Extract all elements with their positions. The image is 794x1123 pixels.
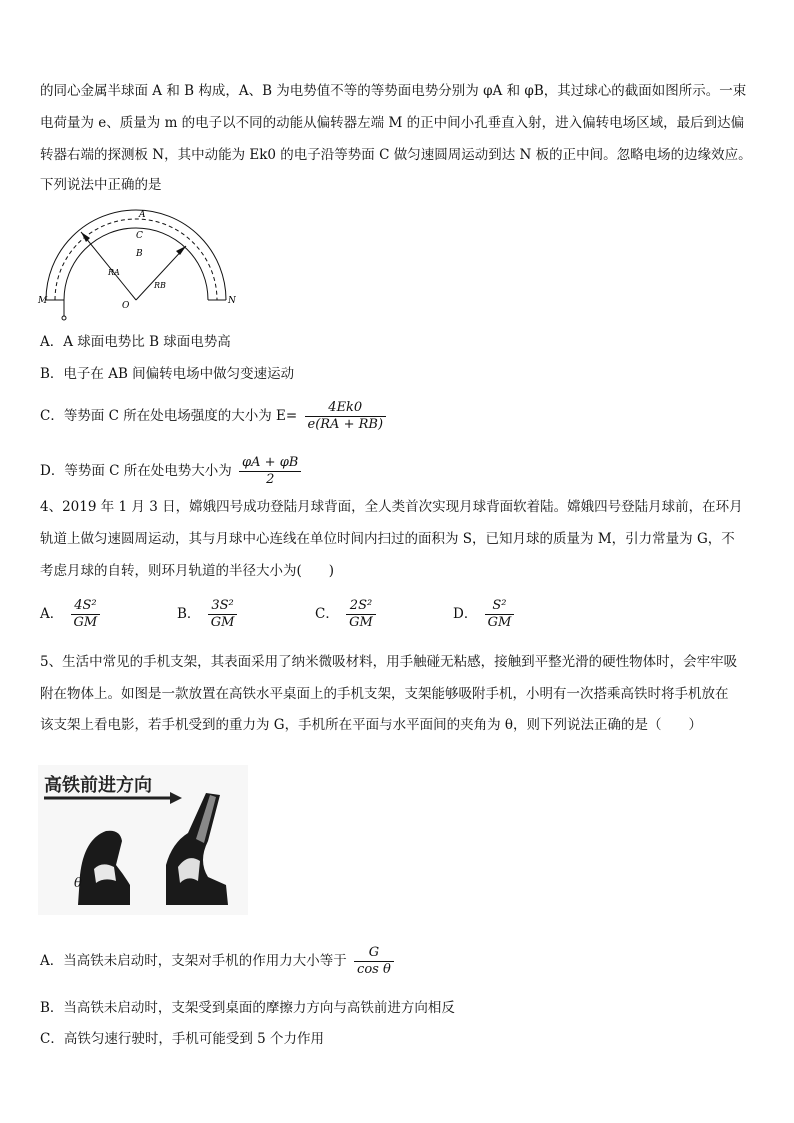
q5-option-b: B．当高铁未启动时，支架受到桌面的摩擦力方向与高铁前进方向相反 xyxy=(40,1000,455,1016)
q3-option-c-fraction xyxy=(305,400,387,433)
q4-choice-a-numerator: 4S² xyxy=(71,598,101,615)
q4-choice-b xyxy=(177,598,240,631)
label-N: N xyxy=(228,296,236,306)
q3-option-d-fraction xyxy=(239,455,301,488)
q3-option-d-text: D．等势面 C 所在处电势大小为 xyxy=(40,463,232,479)
q5-option-c: C．高铁匀速行驶时，手机可能受到 5 个力作用 xyxy=(40,1031,325,1047)
q4-choice-b-numerator: 3S² xyxy=(208,598,238,615)
q3-option-c xyxy=(40,400,389,433)
q3-option-b: B．电子在 AB 间偏转电场中做匀变速运动 xyxy=(40,366,295,382)
q3-option-c-denominator: e(RA + RB) xyxy=(307,417,384,432)
q5-line2: 附在物体上。如图是一款放置在高铁水平桌面上的手机支架，支架能够吸附手机，小明有一次搭乘高铁时将手机放在 xyxy=(40,686,729,702)
q3-option-d-numerator: φA + φB xyxy=(239,455,301,472)
q4-choice-a xyxy=(40,598,103,631)
q4-choice-a-fraction xyxy=(71,598,101,631)
q5-line3: 该支架上看电影，若手机受到的重力为 G，手机所在平面与水平面间的夹角为 θ，则下列说法正确的是（ ） xyxy=(40,717,702,733)
q4-choice-c xyxy=(315,598,379,631)
q5-line1: 5、生活中常见的手机支架，其表面采用了纳米微吸材料，用手触碰无粘感，接触到平整光滑的硬性物体时，会牢牢吸 xyxy=(40,654,738,670)
q4-choice-b-denominator: GM xyxy=(210,615,235,630)
q4-choice-d-denominator: GM xyxy=(487,615,512,630)
q4-choice-d-numerator: S² xyxy=(485,598,515,615)
q4-choice-d xyxy=(453,598,517,631)
label-RB: RB xyxy=(154,281,166,290)
q4-choice-b-fraction xyxy=(208,598,238,631)
phone-stand-photo xyxy=(38,765,248,915)
q4-choice-a-denominator: GM xyxy=(73,615,98,630)
photo-caption: 高铁前进方向 xyxy=(44,775,152,796)
q3-option-c-numerator: 4Ek0 xyxy=(305,400,387,417)
q4-choice-c-fraction xyxy=(346,598,376,631)
q4-choice-d-label: D． xyxy=(453,606,478,622)
q5-option-a-fraction xyxy=(354,945,394,978)
photo-angle-label: θ xyxy=(74,876,82,891)
q5-option-a-numerator: G xyxy=(354,945,394,962)
label-RA: RA xyxy=(108,268,120,277)
label-C: C xyxy=(136,231,143,241)
label-B: B xyxy=(136,249,143,259)
q5-option-a-text: A．当高铁未启动时，支架对手机的作用力大小等于 xyxy=(40,953,347,969)
q5-option-a xyxy=(40,945,397,978)
q3-intro-line3: 转器右端的探测板 N，其中动能为 Ek0 的电子沿等势面 C 做匀速圆周运动到达 N 板的正中间。忽略电场的边缘效应。 xyxy=(40,147,752,163)
q4-line3: 考虑月球的自转，则环月轨道的半径大小为( ) xyxy=(40,563,335,579)
q4-choice-b-label: B． xyxy=(177,606,201,622)
q4-choice-a-label: A． xyxy=(40,606,64,622)
label-M: M xyxy=(38,296,48,306)
q3-option-a: A．A 球面电势比 B 球面电势高 xyxy=(40,334,231,350)
q5-option-a-denominator: cos θ xyxy=(357,962,391,977)
q3-option-d-denominator: 2 xyxy=(266,472,275,487)
q4-choice-c-numerator: 2S² xyxy=(346,598,376,615)
q3-intro-line2: 电荷量为 e、质量为 m 的电子以不同的动能从偏转器左端 M 的正中间小孔垂直入射，进入偏转电场区域，最后到达偏 xyxy=(40,115,745,131)
deflector-diagram xyxy=(36,200,236,325)
q4-line1: 4、2019 年 1 月 3 日，嫦娥四号成功登陆月球背面，全人类首次实现月球背面软着陆。嫦娥四号登陆月球前，在环月 xyxy=(40,499,743,515)
q4-choice-c-label: C． xyxy=(315,606,339,622)
q4-choice-d-fraction xyxy=(485,598,515,631)
q3-intro-line4: 下列说法中正确的是 xyxy=(40,177,162,193)
q3-option-d xyxy=(40,455,304,488)
q3-option-c-text: C．等势面 C 所在处电场强度的大小为 E= xyxy=(40,408,298,424)
q4-choice-c-denominator: GM xyxy=(349,615,373,630)
label-A: A xyxy=(139,210,146,220)
label-O: O xyxy=(122,301,130,311)
q4-line2: 轨道上做匀速圆周运动，其与月球中心连线在单位时间内扫过的面积为 S，已知月球的质量为 M，引力常量为 G，不 xyxy=(40,531,735,547)
q3-intro-line1: 的同心金属半球面 A 和 B 构成，A、B 为电势值不等的等势面电势分别为 φA 和 φB，其过球心的截面如图所示。一束 xyxy=(40,83,747,99)
